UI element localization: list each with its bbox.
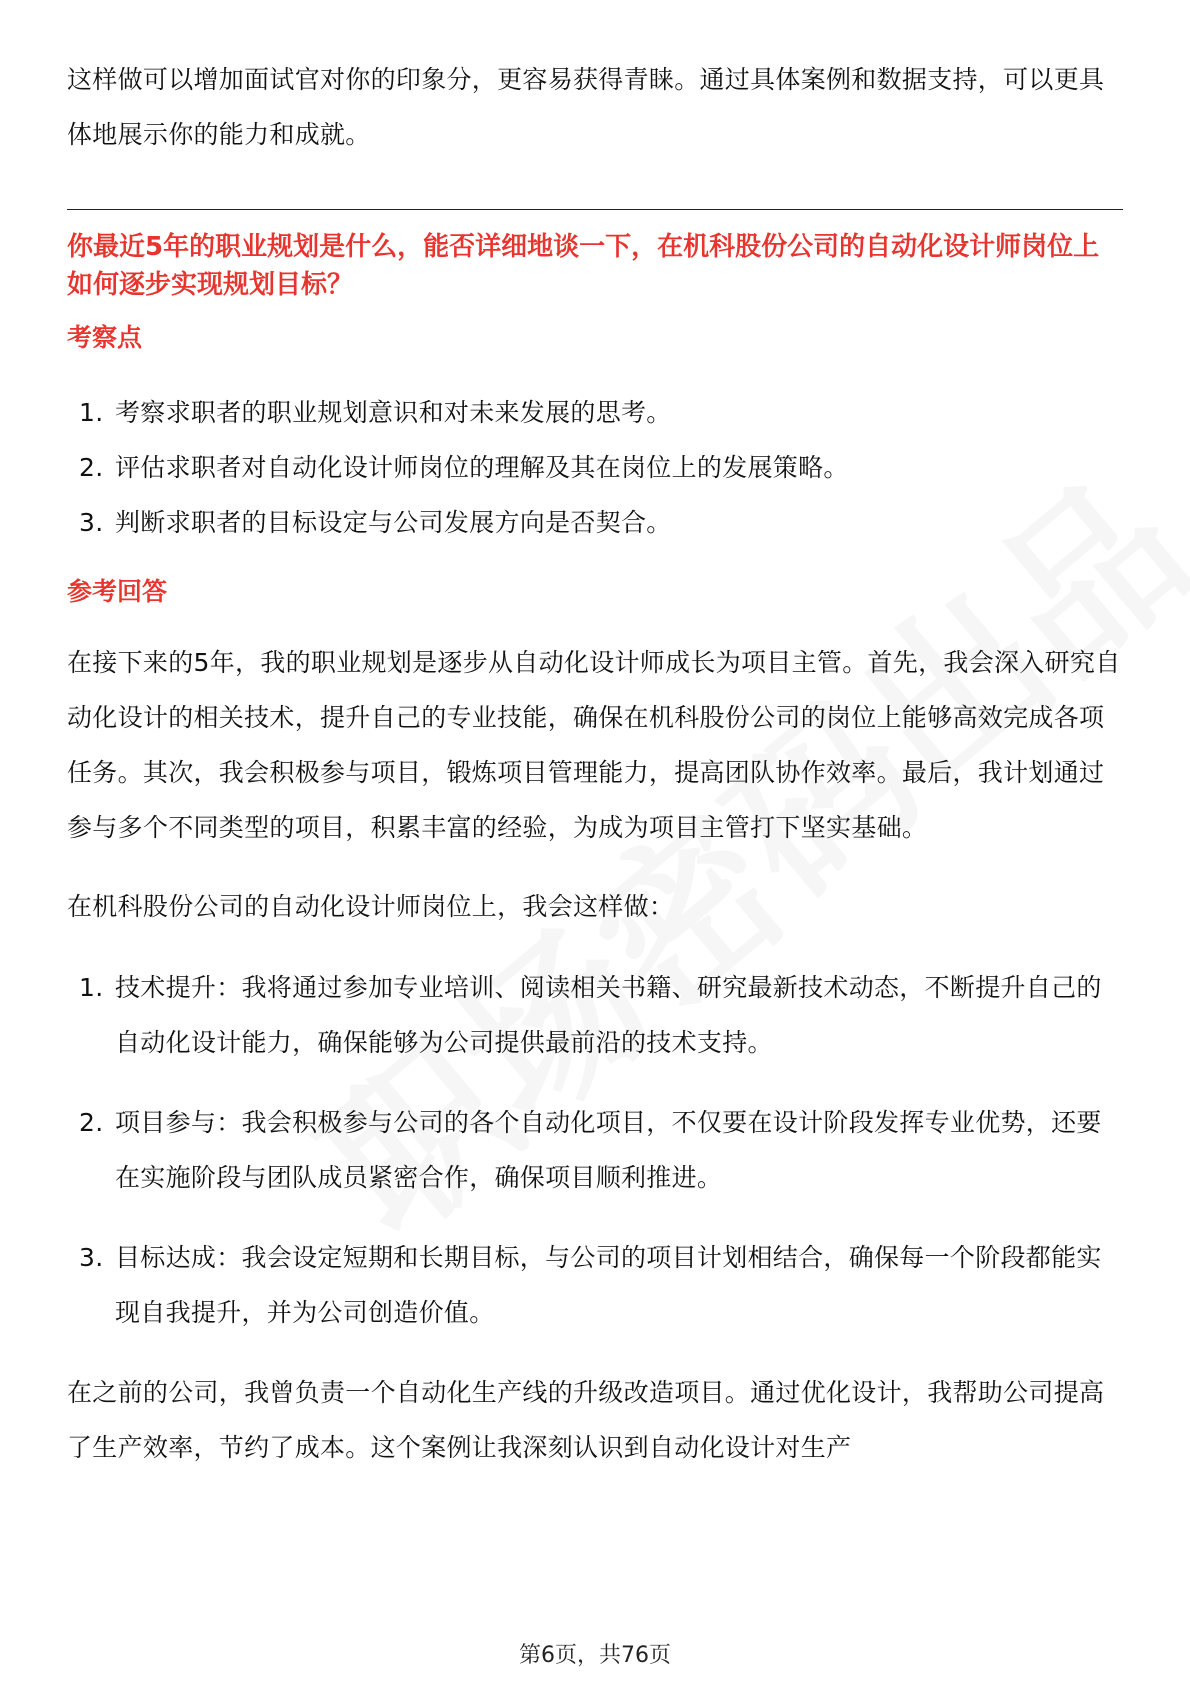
answer-title: 参考回答: [67, 577, 168, 606]
answer-paragraph-3: 在之前的公司，我曾负责一个自动化生产线的升级改造项目。通过优化设计，我帮助公司提高了生产效率，节约了成本。这个案例让我深刻认识到自动化设计对生产: [67, 1378, 1105, 1462]
focus-list: [67, 385, 1123, 550]
plan-item: [67, 1095, 1123, 1205]
answer-paragraph-2: 在机科股份公司的自动化设计师岗位上，我会这样做：: [67, 892, 675, 921]
plan-list: [67, 960, 1123, 1340]
focus-item-text: 判断求职者的目标设定与公司发展方向是否契合。: [115, 508, 672, 537]
focus-item-text: 考察求职者的职业规划意识和对未来发展的思考。: [115, 398, 672, 427]
question-heading: 你最近5年的职业规划是什么，能否详细地谈一下，在机科股份公司的自动化设计师岗位上如何逐步实现规划目标？: [67, 232, 1100, 300]
focus-item-number: 3.: [79, 508, 104, 537]
plan-item-text: 项目参与：我会积极参与公司的各个自动化项目，不仅要在设计阶段发挥专业优势，还要在实施阶段与团队成员紧密合作，确保项目顺利推进。: [115, 1108, 1102, 1192]
plan-item-number: 2.: [79, 1108, 104, 1137]
focus-item: [67, 440, 1123, 495]
plan-item-text: 技术提升：我将通过参加专业培训、阅读相关书籍、研究最新技术动态，不断提升自己的自动化设计能力，确保能够为公司提供最前沿的技术支持。: [115, 973, 1102, 1057]
plan-item: [67, 960, 1123, 1070]
plan-item-number: 3.: [79, 1243, 104, 1272]
focus-item-number: 2.: [79, 453, 104, 482]
plan-item-text: 目标达成：我会设定短期和长期目标，与公司的项目计划相结合，确保每一个阶段都能实现自我提升，并为公司创造价值。: [115, 1243, 1102, 1327]
focus-item-text: 评估求职者对自动化设计师岗位的理解及其在岗位上的发展策略。: [115, 453, 849, 482]
section-divider: [67, 209, 1123, 210]
focus-item-number: 1.: [79, 398, 104, 427]
page-content: [67, 52, 1123, 1475]
focus-title: 考察点: [67, 323, 143, 352]
plan-item-number: 1.: [79, 973, 104, 1002]
plan-item: [67, 1230, 1123, 1340]
answer-paragraph-1: 在接下来的5年，我的职业规划是逐步从自动化设计师成长为项目主管。首先，我会深入研究自动化设计的相关技术，提升自己的专业技能，确保在机科股份公司的岗位上能够高效完成各项任务。其次，我会积极参与项目，锻炼项目管理能力，提高团队协作效率。最后，我计划通过参与多个不同类型的项目，积累丰富的经验，为成为项目主管打下坚实基础。: [67, 648, 1121, 842]
focus-item: [67, 495, 1123, 550]
intro-paragraph: 这样做可以增加面试官对你的印象分，更容易获得青睐。通过具体案例和数据支持，可以更具体地展示你的能力和成就。: [67, 65, 1105, 149]
focus-item: [67, 385, 1123, 440]
page-number: 第6页，共76页: [519, 1643, 671, 1668]
